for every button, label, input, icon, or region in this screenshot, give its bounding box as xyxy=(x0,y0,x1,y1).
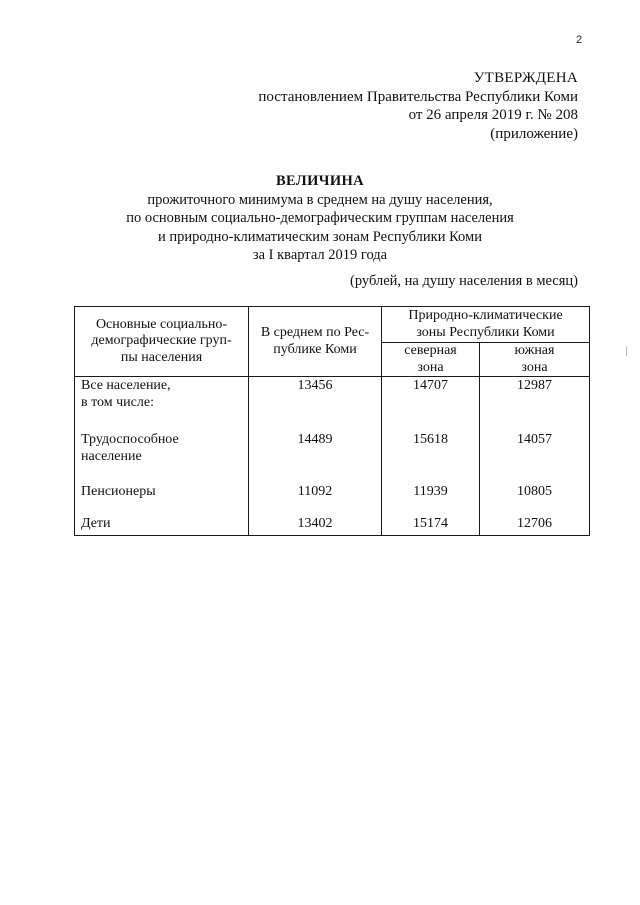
approval-date: от 26 апреля 2019 г. № 208 xyxy=(408,107,578,123)
approval-note: (приложение) xyxy=(490,125,578,142)
table-row xyxy=(75,515,590,536)
page-number: 2 xyxy=(576,34,583,46)
header-south-zone: южная зона xyxy=(480,343,590,377)
row-label: Дети xyxy=(75,515,249,536)
cell-north: 15174 xyxy=(382,515,480,536)
cell-average: 14489 xyxy=(249,431,382,483)
cell-south: 10805 xyxy=(480,483,590,515)
units-note: (рублей, на душу населения в месяц) xyxy=(350,273,578,289)
cell-north: 14707 xyxy=(382,377,480,431)
cell-average: 11092 xyxy=(249,483,382,515)
heading-line-2: по основным социально-демографическим группам населения xyxy=(126,210,514,226)
cell-north: 11939 xyxy=(382,483,480,515)
cell-south: 14057 xyxy=(480,431,590,483)
subsistence-table xyxy=(74,306,590,536)
cell-south: 12706 xyxy=(480,515,590,536)
heading-line-1: прожиточного минимума в среднем на душу населения, xyxy=(147,191,493,208)
header-average: В среднем по Рес- публике Коми xyxy=(249,307,382,377)
cell-average: 13402 xyxy=(249,515,382,536)
approval-title: УТВЕРЖДЕНА xyxy=(473,70,578,86)
header-zones: Природно-климатические зоны Республики Коми xyxy=(382,307,590,343)
approval-decree: постановлением Правительства Республики Коми xyxy=(258,88,578,105)
approval-block xyxy=(258,69,578,143)
cell-north: 15618 xyxy=(382,431,480,483)
header-group: Основные социально- демографические груп- пы населения xyxy=(75,307,249,377)
document-heading xyxy=(100,172,540,265)
cell-average: 13456 xyxy=(249,377,382,431)
row-label: Трудоспособное население xyxy=(75,431,249,483)
header-north-zone: северная зона xyxy=(382,343,480,377)
table-row xyxy=(75,431,590,483)
scan-mark xyxy=(626,346,627,356)
heading-line-4: за I квартал 2019 года xyxy=(252,247,388,263)
row-label: Все население, в том числе: xyxy=(75,377,249,431)
document-title: ВЕЛИЧИНА xyxy=(275,173,365,189)
table-row xyxy=(75,483,590,515)
table-row xyxy=(75,377,590,431)
row-label: Пенсионеры xyxy=(75,483,249,515)
cell-south: 12987 xyxy=(480,377,590,431)
heading-line-3: и природно-климатическим зонам Республики Коми xyxy=(158,228,482,245)
